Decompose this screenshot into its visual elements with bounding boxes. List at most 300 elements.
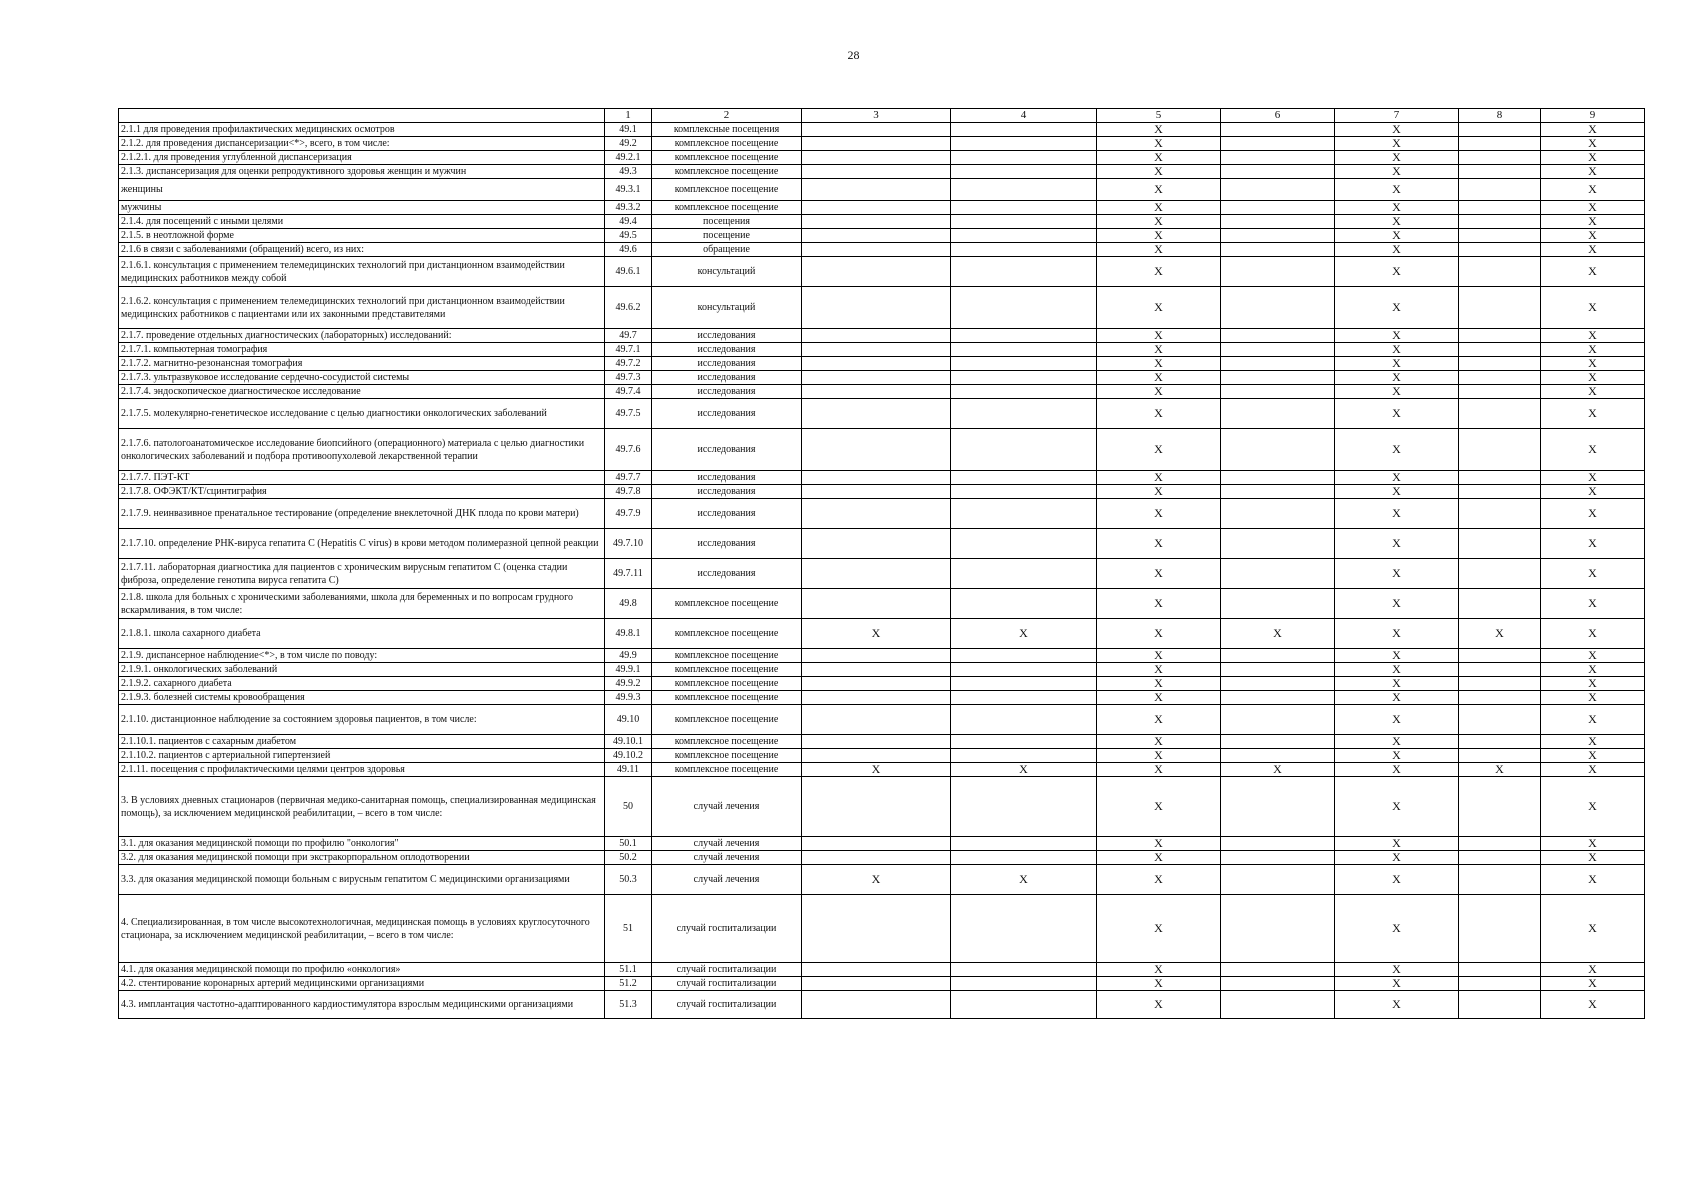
col8-cell bbox=[1459, 229, 1541, 243]
col7-cell: X bbox=[1335, 705, 1459, 735]
col8-cell bbox=[1459, 837, 1541, 851]
col9-cell: X bbox=[1541, 895, 1645, 963]
table-row bbox=[119, 663, 1645, 677]
row-code-cell: 49.7 bbox=[605, 329, 652, 343]
col3-cell bbox=[802, 287, 951, 329]
col7-cell: X bbox=[1335, 735, 1459, 749]
col9-cell: X bbox=[1541, 165, 1645, 179]
col4-cell bbox=[951, 343, 1097, 357]
row-unit-cell: исследования bbox=[652, 329, 802, 343]
col4-cell bbox=[951, 201, 1097, 215]
table-row bbox=[119, 371, 1645, 385]
col4-cell bbox=[951, 357, 1097, 371]
col4-cell bbox=[951, 257, 1097, 287]
col8-cell bbox=[1459, 165, 1541, 179]
row-code-cell: 49.10.1 bbox=[605, 735, 652, 749]
col9-cell: X bbox=[1541, 371, 1645, 385]
col6-cell bbox=[1221, 243, 1335, 257]
col5-cell: X bbox=[1097, 663, 1221, 677]
table-row bbox=[119, 471, 1645, 485]
col4-cell bbox=[951, 649, 1097, 663]
table-row bbox=[119, 991, 1645, 1019]
row-unit-cell: случай госпитализации bbox=[652, 977, 802, 991]
row-code-cell: 49.8 bbox=[605, 589, 652, 619]
col8-cell bbox=[1459, 991, 1541, 1019]
row-code-cell: 49.3.1 bbox=[605, 179, 652, 201]
col9-cell: X bbox=[1541, 151, 1645, 165]
row-unit-cell: консультаций bbox=[652, 257, 802, 287]
col6-cell bbox=[1221, 429, 1335, 471]
col4-cell bbox=[951, 179, 1097, 201]
col3-cell bbox=[802, 165, 951, 179]
column-header: 3 bbox=[802, 109, 951, 123]
col6-cell bbox=[1221, 589, 1335, 619]
col5-cell: X bbox=[1097, 735, 1221, 749]
col8-cell bbox=[1459, 137, 1541, 151]
table-row bbox=[119, 529, 1645, 559]
col7-cell: X bbox=[1335, 201, 1459, 215]
col4-cell: X bbox=[951, 865, 1097, 895]
table-row bbox=[119, 165, 1645, 179]
row-name-cell: 4. Специализированная, в том числе высокотехнологичная, медицинская помощь в условиях круглосуточного стационара, за исключением медицинской реабилитации, – всего в том числе: bbox=[119, 895, 605, 963]
col5-cell: X bbox=[1097, 895, 1221, 963]
row-name-cell: 2.1.2.1. для проведения углубленной диспансеризация bbox=[119, 151, 605, 165]
col5-cell: X bbox=[1097, 649, 1221, 663]
col9-cell: X bbox=[1541, 619, 1645, 649]
row-code-cell: 50.3 bbox=[605, 865, 652, 895]
col7-cell: X bbox=[1335, 329, 1459, 343]
col7-cell: X bbox=[1335, 123, 1459, 137]
col9-cell: X bbox=[1541, 749, 1645, 763]
col6-cell bbox=[1221, 357, 1335, 371]
col5-cell: X bbox=[1097, 529, 1221, 559]
col3-cell bbox=[802, 215, 951, 229]
col7-cell: X bbox=[1335, 343, 1459, 357]
col3-cell bbox=[802, 749, 951, 763]
col3-cell bbox=[802, 243, 951, 257]
col8-cell bbox=[1459, 735, 1541, 749]
col4-cell bbox=[951, 429, 1097, 471]
col5-cell: X bbox=[1097, 777, 1221, 837]
row-unit-cell: консультаций bbox=[652, 287, 802, 329]
col9-cell: X bbox=[1541, 691, 1645, 705]
col6-cell bbox=[1221, 529, 1335, 559]
col5-cell: X bbox=[1097, 977, 1221, 991]
row-name-cell: 4.1. для оказания медицинской помощи по профилю «онкология» bbox=[119, 963, 605, 977]
col9-cell: X bbox=[1541, 589, 1645, 619]
row-code-cell: 49.8.1 bbox=[605, 619, 652, 649]
row-name-cell: 2.1.7.6. патологоанатомическое исследование биопсийного (операционного) материала с целью диагностики онкологических заболеваний и подбора противоопухолевой лекарственной терапии bbox=[119, 429, 605, 471]
row-name-cell: 2.1.7.2. магнитно-резонансная томография bbox=[119, 357, 605, 371]
col9-cell: X bbox=[1541, 137, 1645, 151]
col9-cell: X bbox=[1541, 559, 1645, 589]
col3-cell bbox=[802, 677, 951, 691]
row-name-cell: 3.1. для оказания медицинской помощи по профилю "онкология" bbox=[119, 837, 605, 851]
col3-cell bbox=[802, 851, 951, 865]
col4-cell bbox=[951, 991, 1097, 1019]
col9-cell: X bbox=[1541, 329, 1645, 343]
row-code-cell: 49.7.11 bbox=[605, 559, 652, 589]
col4-cell: X bbox=[951, 619, 1097, 649]
col9-cell: X bbox=[1541, 287, 1645, 329]
row-unit-cell: исследования bbox=[652, 471, 802, 485]
col8-cell bbox=[1459, 677, 1541, 691]
col5-cell: X bbox=[1097, 851, 1221, 865]
row-name-cell: женщины bbox=[119, 179, 605, 201]
row-code-cell: 49.10 bbox=[605, 705, 652, 735]
table-row bbox=[119, 357, 1645, 371]
column-header: 7 bbox=[1335, 109, 1459, 123]
col6-cell bbox=[1221, 559, 1335, 589]
row-code-cell: 51 bbox=[605, 895, 652, 963]
col8-cell bbox=[1459, 179, 1541, 201]
row-code-cell: 49.7.1 bbox=[605, 343, 652, 357]
col5-cell: X bbox=[1097, 399, 1221, 429]
col8-cell: X bbox=[1459, 619, 1541, 649]
col7-cell: X bbox=[1335, 691, 1459, 705]
col4-cell bbox=[951, 705, 1097, 735]
row-unit-cell: комплексное посещение bbox=[652, 619, 802, 649]
row-code-cell: 51.3 bbox=[605, 991, 652, 1019]
col5-cell: X bbox=[1097, 705, 1221, 735]
col6-cell bbox=[1221, 179, 1335, 201]
col6-cell bbox=[1221, 229, 1335, 243]
col5-cell: X bbox=[1097, 151, 1221, 165]
col7-cell: X bbox=[1335, 677, 1459, 691]
col5-cell: X bbox=[1097, 559, 1221, 589]
table-row bbox=[119, 691, 1645, 705]
col7-cell: X bbox=[1335, 991, 1459, 1019]
col4-cell bbox=[951, 151, 1097, 165]
col4-cell bbox=[951, 329, 1097, 343]
table-row bbox=[119, 429, 1645, 471]
col8-cell bbox=[1459, 257, 1541, 287]
col3-cell bbox=[802, 399, 951, 429]
row-unit-cell: комплексное посещение bbox=[652, 705, 802, 735]
table-row bbox=[119, 777, 1645, 837]
col6-cell bbox=[1221, 705, 1335, 735]
col3-cell bbox=[802, 705, 951, 735]
col6-cell bbox=[1221, 777, 1335, 837]
col3-cell bbox=[802, 329, 951, 343]
col8-cell bbox=[1459, 663, 1541, 677]
row-name-cell: 2.1.6.2. консультация с применением телемедицинских технологий при дистанционном взаимодействии медицинских работников с пациентами или их законными представителями bbox=[119, 287, 605, 329]
row-code-cell: 49.9.2 bbox=[605, 677, 652, 691]
col3-cell: X bbox=[802, 865, 951, 895]
col8-cell bbox=[1459, 371, 1541, 385]
table-row bbox=[119, 865, 1645, 895]
col5-cell: X bbox=[1097, 963, 1221, 977]
row-unit-cell: исследования bbox=[652, 357, 802, 371]
col8-cell bbox=[1459, 485, 1541, 499]
col8-cell bbox=[1459, 343, 1541, 357]
col6-cell bbox=[1221, 865, 1335, 895]
col6-cell bbox=[1221, 399, 1335, 429]
col4-cell bbox=[951, 471, 1097, 485]
col5-cell: X bbox=[1097, 371, 1221, 385]
col4-cell bbox=[951, 895, 1097, 963]
col6-cell bbox=[1221, 385, 1335, 399]
col8-cell bbox=[1459, 215, 1541, 229]
col3-cell bbox=[802, 429, 951, 471]
row-name-cell: 2.1.9.1. онкологических заболеваний bbox=[119, 663, 605, 677]
col4-cell bbox=[951, 399, 1097, 429]
col8-cell bbox=[1459, 559, 1541, 589]
table-row bbox=[119, 215, 1645, 229]
table-row bbox=[119, 589, 1645, 619]
col5-cell: X bbox=[1097, 485, 1221, 499]
col6-cell bbox=[1221, 895, 1335, 963]
col3-cell bbox=[802, 343, 951, 357]
row-name-cell: 2.1.10.2. пациентов с артериальной гипертензией bbox=[119, 749, 605, 763]
col5-cell: X bbox=[1097, 691, 1221, 705]
col9-cell: X bbox=[1541, 243, 1645, 257]
row-name-cell: 2.1.7.5. молекулярно-генетическое исследование с целью диагностики онкологических заболеваний bbox=[119, 399, 605, 429]
col6-cell bbox=[1221, 165, 1335, 179]
col8-cell bbox=[1459, 865, 1541, 895]
col9-cell: X bbox=[1541, 385, 1645, 399]
column-header: 8 bbox=[1459, 109, 1541, 123]
col8-cell bbox=[1459, 851, 1541, 865]
col7-cell: X bbox=[1335, 357, 1459, 371]
col7-cell: X bbox=[1335, 151, 1459, 165]
col5-cell: X bbox=[1097, 991, 1221, 1019]
col6-cell bbox=[1221, 691, 1335, 705]
col7-cell: X bbox=[1335, 385, 1459, 399]
row-unit-cell: комплексное посещение bbox=[652, 151, 802, 165]
col4-cell bbox=[951, 851, 1097, 865]
col7-cell: X bbox=[1335, 499, 1459, 529]
row-name-cell: 2.1.7.10. определение РНК-вируса гепатита С (Hepatitis C virus) в крови методом полимеразной цепной реакции bbox=[119, 529, 605, 559]
col8-cell bbox=[1459, 243, 1541, 257]
col8-cell bbox=[1459, 151, 1541, 165]
col7-cell: X bbox=[1335, 619, 1459, 649]
row-name-cell: 2.1.11. посещения с профилактическими целями центров здоровья bbox=[119, 763, 605, 777]
data-table bbox=[118, 108, 1645, 1019]
table-row bbox=[119, 485, 1645, 499]
row-code-cell: 49.9 bbox=[605, 649, 652, 663]
col7-cell: X bbox=[1335, 229, 1459, 243]
col5-cell: X bbox=[1097, 123, 1221, 137]
col9-cell: X bbox=[1541, 179, 1645, 201]
row-code-cell: 49.6.2 bbox=[605, 287, 652, 329]
col8-cell bbox=[1459, 589, 1541, 619]
col4-cell bbox=[951, 677, 1097, 691]
table-row bbox=[119, 559, 1645, 589]
col6-cell: X bbox=[1221, 619, 1335, 649]
col6-cell bbox=[1221, 123, 1335, 137]
row-name-cell: 2.1.5. в неотложной форме bbox=[119, 229, 605, 243]
col7-cell: X bbox=[1335, 749, 1459, 763]
col9-cell: X bbox=[1541, 677, 1645, 691]
col5-cell: X bbox=[1097, 357, 1221, 371]
row-unit-cell: исследования bbox=[652, 499, 802, 529]
col8-cell bbox=[1459, 201, 1541, 215]
col7-cell: X bbox=[1335, 589, 1459, 619]
col6-cell bbox=[1221, 329, 1335, 343]
col9-cell: X bbox=[1541, 851, 1645, 865]
table-row bbox=[119, 343, 1645, 357]
col4-cell bbox=[951, 691, 1097, 705]
row-name-cell: 2.1.1 для проведения профилактических медицинских осмотров bbox=[119, 123, 605, 137]
col6-cell bbox=[1221, 677, 1335, 691]
row-unit-cell: исследования bbox=[652, 399, 802, 429]
row-name-cell: 2.1.4. для посещений с иными целями bbox=[119, 215, 605, 229]
row-name-cell: 2.1.9.3. болезней системы кровообращения bbox=[119, 691, 605, 705]
col5-cell: X bbox=[1097, 837, 1221, 851]
col6-cell bbox=[1221, 649, 1335, 663]
col7-cell: X bbox=[1335, 777, 1459, 837]
row-unit-cell: случай госпитализации bbox=[652, 963, 802, 977]
col7-cell: X bbox=[1335, 649, 1459, 663]
row-name-cell: 2.1.10. дистанционное наблюдение за состоянием здоровья пациентов, в том числе: bbox=[119, 705, 605, 735]
row-code-cell: 49.7.2 bbox=[605, 357, 652, 371]
row-code-cell: 49.7.6 bbox=[605, 429, 652, 471]
column-header: 6 bbox=[1221, 109, 1335, 123]
col7-cell: X bbox=[1335, 215, 1459, 229]
table-header-row bbox=[119, 109, 1645, 123]
row-name-cell: 2.1.8. школа для больных с хроническими заболеваниями, школа для беременных и по вопросам грудного вскармливания, в том числе: bbox=[119, 589, 605, 619]
col5-cell: X bbox=[1097, 215, 1221, 229]
col6-cell bbox=[1221, 663, 1335, 677]
table-row bbox=[119, 977, 1645, 991]
table-row bbox=[119, 677, 1645, 691]
col8-cell: X bbox=[1459, 763, 1541, 777]
table-row bbox=[119, 137, 1645, 151]
row-code-cell: 49.7.7 bbox=[605, 471, 652, 485]
col3-cell bbox=[802, 385, 951, 399]
col7-cell: X bbox=[1335, 471, 1459, 485]
row-unit-cell: комплексное посещение bbox=[652, 691, 802, 705]
row-code-cell: 49.3 bbox=[605, 165, 652, 179]
table-row bbox=[119, 287, 1645, 329]
col7-cell: X bbox=[1335, 429, 1459, 471]
col3-cell bbox=[802, 777, 951, 837]
col6-cell bbox=[1221, 201, 1335, 215]
col7-cell: X bbox=[1335, 371, 1459, 385]
row-code-cell: 49.11 bbox=[605, 763, 652, 777]
row-unit-cell: исследования bbox=[652, 529, 802, 559]
row-unit-cell: исследования bbox=[652, 559, 802, 589]
col9-cell: X bbox=[1541, 777, 1645, 837]
col6-cell bbox=[1221, 963, 1335, 977]
col3-cell bbox=[802, 357, 951, 371]
col4-cell bbox=[951, 485, 1097, 499]
col9-cell: X bbox=[1541, 963, 1645, 977]
col3-cell bbox=[802, 151, 951, 165]
col6-cell bbox=[1221, 287, 1335, 329]
col9-cell: X bbox=[1541, 429, 1645, 471]
col4-cell bbox=[951, 735, 1097, 749]
row-name-cell: 2.1.7.8. ОФЭКТ/КТ/сцинтиграфия bbox=[119, 485, 605, 499]
col6-cell bbox=[1221, 343, 1335, 357]
table-row bbox=[119, 895, 1645, 963]
row-name-cell: 2.1.7. проведение отдельных диагностических (лабораторных) исследований: bbox=[119, 329, 605, 343]
col3-cell bbox=[802, 977, 951, 991]
col4-cell bbox=[951, 559, 1097, 589]
col7-cell: X bbox=[1335, 485, 1459, 499]
table-row bbox=[119, 851, 1645, 865]
row-code-cell: 49.9.3 bbox=[605, 691, 652, 705]
row-name-cell: 2.1.6.1. консультация с применением телемедицинских технологий при дистанционном взаимодействии медицинских работников между собой bbox=[119, 257, 605, 287]
row-name-cell: 2.1.7.3. ультразвуковое исследование сердечно-сосудистой системы bbox=[119, 371, 605, 385]
col8-cell bbox=[1459, 329, 1541, 343]
row-name-cell: 2.1.8.1. школа сахарного диабета bbox=[119, 619, 605, 649]
col5-cell: X bbox=[1097, 499, 1221, 529]
col3-cell bbox=[802, 589, 951, 619]
table-row bbox=[119, 705, 1645, 735]
row-unit-cell: комплексное посещение bbox=[652, 735, 802, 749]
col4-cell bbox=[951, 243, 1097, 257]
row-unit-cell: исследования bbox=[652, 385, 802, 399]
col6-cell bbox=[1221, 137, 1335, 151]
col3-cell bbox=[802, 895, 951, 963]
col4-cell bbox=[951, 589, 1097, 619]
row-name-cell: 2.1.9.2. сахарного диабета bbox=[119, 677, 605, 691]
col6-cell bbox=[1221, 485, 1335, 499]
col7-cell: X bbox=[1335, 243, 1459, 257]
row-unit-cell: исследования bbox=[652, 343, 802, 357]
col3-cell bbox=[802, 735, 951, 749]
row-unit-cell: случай лечения bbox=[652, 837, 802, 851]
row-code-cell: 49.7.3 bbox=[605, 371, 652, 385]
table-row bbox=[119, 151, 1645, 165]
col9-cell: X bbox=[1541, 763, 1645, 777]
col9-cell: X bbox=[1541, 977, 1645, 991]
row-unit-cell: исследования bbox=[652, 429, 802, 471]
col3-cell bbox=[802, 471, 951, 485]
row-name-cell: 3.3. для оказания медицинской помощи больным с вирусным гепатитом С медицинскими организациями bbox=[119, 865, 605, 895]
row-unit-cell: комплексное посещение bbox=[652, 663, 802, 677]
col3-cell bbox=[802, 229, 951, 243]
col8-cell bbox=[1459, 471, 1541, 485]
row-code-cell: 49.9.1 bbox=[605, 663, 652, 677]
column-header: 2 bbox=[652, 109, 802, 123]
column-header: 4 bbox=[951, 109, 1097, 123]
row-code-cell: 49.6.1 bbox=[605, 257, 652, 287]
row-unit-cell: комплексное посещение bbox=[652, 165, 802, 179]
row-name-cell: 2.1.7.9. неинвазивное пренатальное тестирование (определение внеклеточной ДНК плода по крови матери) bbox=[119, 499, 605, 529]
row-unit-cell: случай лечения bbox=[652, 851, 802, 865]
col8-cell bbox=[1459, 705, 1541, 735]
col7-cell: X bbox=[1335, 287, 1459, 329]
col4-cell bbox=[951, 215, 1097, 229]
col5-cell: X bbox=[1097, 749, 1221, 763]
row-code-cell: 49.2.1 bbox=[605, 151, 652, 165]
col3-cell bbox=[802, 499, 951, 529]
row-unit-cell: комплексное посещение bbox=[652, 649, 802, 663]
row-name-cell: 2.1.7.11. лабораторная диагностика для пациентов с хроническим вирусным гепатитом С (оценка стадии фиброза, определение генотипа вируса гепатита С) bbox=[119, 559, 605, 589]
col3-cell bbox=[802, 201, 951, 215]
col5-cell: X bbox=[1097, 677, 1221, 691]
col6-cell bbox=[1221, 215, 1335, 229]
col7-cell: X bbox=[1335, 137, 1459, 151]
row-name-cell: 2.1.10.1. пациентов с сахарным диабетом bbox=[119, 735, 605, 749]
row-code-cell: 49.1 bbox=[605, 123, 652, 137]
table-row bbox=[119, 229, 1645, 243]
row-unit-cell: исследования bbox=[652, 371, 802, 385]
row-unit-cell: комплексное посещение bbox=[652, 201, 802, 215]
col9-cell: X bbox=[1541, 123, 1645, 137]
col9-cell: X bbox=[1541, 229, 1645, 243]
col6-cell bbox=[1221, 749, 1335, 763]
row-code-cell: 49.6 bbox=[605, 243, 652, 257]
col8-cell bbox=[1459, 499, 1541, 529]
col8-cell bbox=[1459, 385, 1541, 399]
col5-cell: X bbox=[1097, 763, 1221, 777]
col9-cell: X bbox=[1541, 865, 1645, 895]
row-unit-cell: комплексные посещения bbox=[652, 123, 802, 137]
